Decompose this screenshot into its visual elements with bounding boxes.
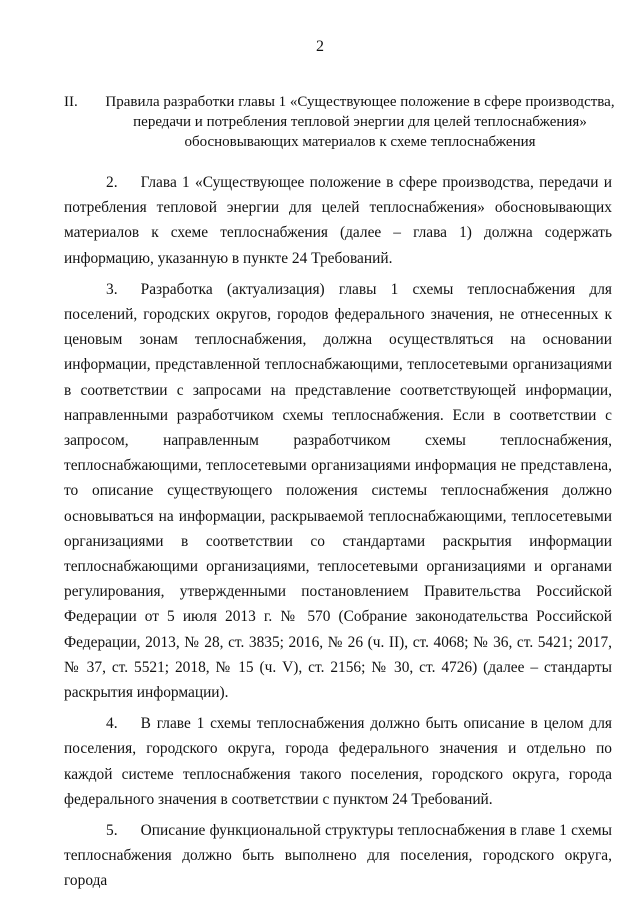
paragraph-text: Описание функциональной структуры теплоснабжения в главе 1 схемы теплоснабжения должно быть выполнено для поселения, городского округа, города <box>64 822 612 890</box>
paragraph-text: Разработка (актуализация) главы 1 схемы теплоснабжения для поселений, городских округов, городов федерального значения, не отнесенных к ценовым зонам теплоснабжения, должна осуществляться на основании информации, представленной теплоснабжающими, теплосетевыми организациями в соответствии с запросами на представление соответствующей информации, направленными разработчиком схемы теплоснабжения. Если в соответствии с запросом, направленным разработчиком схемы теплоснабжения, теплоснабжающими, теплосетевыми организациями информация не представлена, то описание существующего положения системы теплоснабжения должно основываться на информации, раскрываемой теплоснабжающими, теплосетевыми организациями в соответствии со стандартами раскрытия информации теплоснабжающими организациями, теплосетевыми организациями и органами регулирования, утвержденными постановлением Правительства Российской Федерации от 5 июля 2013 г. № 570 (Собрание законодательства Российской Федерации, 2013, № 28, ст. 3835; 2016, № 26 (ч. II), ст. 4068; № 36, ст. 5421; 2017, № 37, ст. 5521; 2018, № 15 (ч. V), ст. 2156; № 30, ст. 4726) (далее – стандарты раскрытия информации). <box>64 280 612 702</box>
paragraph-text: Глава 1 «Существующее положение в сфере производства, передачи и потребления тепловой энергии для целей теплоснабжения» обосновывающих материалов к схеме теплоснабжения (далее – глава 1) должна содержать информацию, указанную в пункте 24 Требований. <box>64 174 612 267</box>
paragraph-2 <box>64 170 612 271</box>
paragraph-number: 2. <box>106 174 118 191</box>
section-title: Правила разработки главы 1 «Существующее положение в сфере производства, передачи и потребления тепловой энергии для целей теплоснабжения» обосновывающих материалов к схеме теплоснабжения <box>105 94 615 150</box>
paragraph-number: 5. <box>106 822 118 840</box>
paragraph-text: В главе 1 схемы теплоснабжения должно быть описание в целом для поселения, городского округа, города федерального значения и отдельно по каждой системе теплоснабжения такого поселения, городского округа, города федерального значения в соответствии с пунктом 24 Требований. <box>64 715 612 808</box>
paragraph-5 <box>64 818 612 894</box>
paragraph-4 <box>64 711 612 812</box>
paragraph-3 <box>64 277 612 705</box>
paragraph-number: 4. <box>106 715 118 733</box>
body-text <box>64 170 612 894</box>
page-number: 2 <box>316 38 324 55</box>
section-number: II. <box>64 94 78 110</box>
section-heading <box>64 92 616 152</box>
paragraph-number: 3. <box>106 280 118 298</box>
